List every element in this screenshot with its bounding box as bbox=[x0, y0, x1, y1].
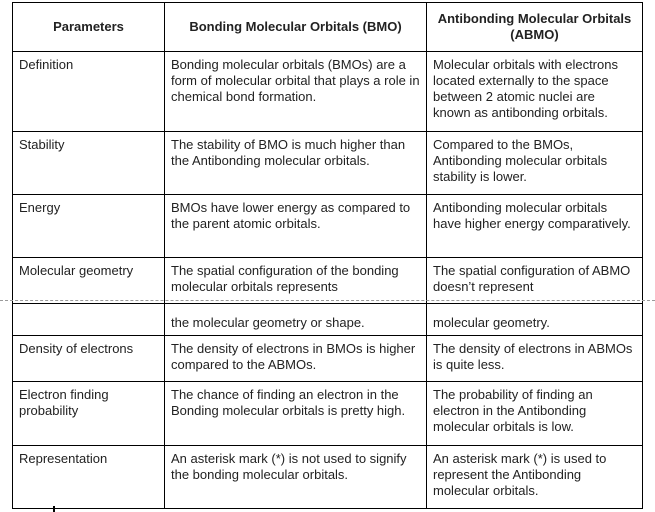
header-parameters: Parameters bbox=[13, 3, 165, 52]
abmo-cell: Antibonding molecular orbitals have higher energy comparatively. bbox=[427, 195, 643, 258]
table-row bbox=[13, 258, 643, 304]
abmo-cell: molecular geometry. bbox=[427, 304, 643, 336]
param-cell: Energy bbox=[13, 195, 165, 258]
bmo-cell: The density of electrons in BMOs is higher compared to the ABMOs. bbox=[165, 336, 427, 382]
bmo-cell: Bonding molecular orbitals (BMOs) are a form of molecular orbital that plays a role in chemical bond formation. bbox=[165, 52, 427, 132]
table-row bbox=[13, 336, 643, 382]
abmo-cell: An asterisk mark (*) is used to represent the Antibonding molecular orbitals. bbox=[427, 446, 643, 509]
param-cell: Molecular geometry bbox=[13, 258, 165, 304]
table-row bbox=[13, 132, 643, 195]
abmo-cell: The density of electrons in ABMOs is quite less. bbox=[427, 336, 643, 382]
text-cursor bbox=[53, 506, 55, 512]
comparison-table bbox=[12, 2, 643, 509]
table-row bbox=[13, 52, 643, 132]
param-cell: Definition bbox=[13, 52, 165, 132]
abmo-cell: Molecular orbitals with electrons located externally to the space between 2 atomic nuclei are known as antibonding orbitals. bbox=[427, 52, 643, 132]
bmo-cell: The chance of finding an electron in the Bonding molecular orbitals is pretty high. bbox=[165, 382, 427, 446]
param-cell bbox=[13, 304, 165, 336]
header-abmo: Antibonding Molecular Orbitals (ABMO) bbox=[427, 3, 643, 52]
param-cell: Electron finding probability bbox=[13, 382, 165, 446]
bmo-cell: An asterisk mark (*) is not used to signify the bonding molecular orbitals. bbox=[165, 446, 427, 509]
abmo-cell: The spatial configuration of ABMO doesn’t represent bbox=[427, 258, 643, 304]
table-row bbox=[13, 446, 643, 509]
abmo-cell: Compared to the BMOs, Antibonding molecular orbitals stability is lower. bbox=[427, 132, 643, 195]
page-break-line bbox=[0, 300, 655, 301]
abmo-cell: The probability of finding an electron in the Antibonding molecular orbitals is low. bbox=[427, 382, 643, 446]
table-row bbox=[13, 195, 643, 258]
header-bmo: Bonding Molecular Orbitals (BMO) bbox=[165, 3, 427, 52]
bmo-cell: The stability of BMO is much higher than the Antibonding molecular orbitals. bbox=[165, 132, 427, 195]
bmo-cell: The spatial configuration of the bonding molecular orbitals represents bbox=[165, 258, 427, 304]
header-row bbox=[13, 3, 643, 52]
bmo-cell: BMOs have lower energy as compared to the parent atomic orbitals. bbox=[165, 195, 427, 258]
param-cell: Representation bbox=[13, 446, 165, 509]
table-row bbox=[13, 382, 643, 446]
param-cell: Stability bbox=[13, 132, 165, 195]
table-row bbox=[13, 304, 643, 336]
bmo-cell: the molecular geometry or shape. bbox=[165, 304, 427, 336]
param-cell: Density of electrons bbox=[13, 336, 165, 382]
